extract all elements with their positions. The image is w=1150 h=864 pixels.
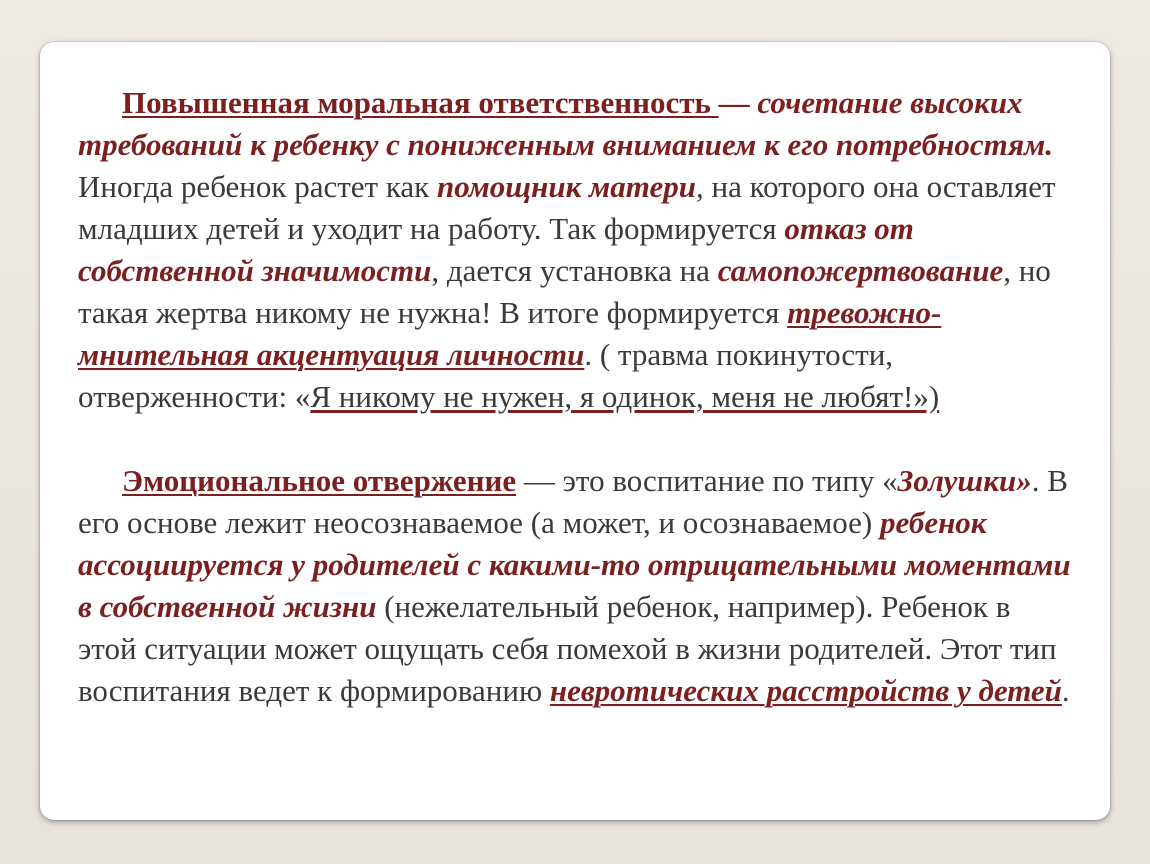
highlight-mother-helper: помощник матери: [437, 169, 696, 204]
definition-moral-responsibility: сочетание высоких требований к ребенку с пониженным вниманием к его потребностям.: [78, 85, 1054, 162]
text-segment: , дается установка на: [431, 253, 718, 288]
text-segment: Иногда ребенок растет как: [78, 169, 437, 204]
term-emotional-rejection: Эмоциональное отвержение: [122, 463, 517, 498]
paragraph-moral-responsibility: [78, 82, 1076, 418]
highlight-self-sacrifice: самопожертвование: [717, 253, 1004, 288]
quote-abandonment: Я никому не нужен, я одинок, меня не любят!»): [310, 379, 940, 414]
slide-card: [40, 42, 1110, 820]
highlight-neurotic-disorders: невротических расстройств у детей: [549, 673, 1062, 708]
highlight-self-refusal: отказ от собственной значимости: [78, 211, 914, 288]
dash: —: [718, 85, 758, 120]
text-segment: . В его основе лежит неосознаваемое (а может, и осознаваемое): [78, 463, 1068, 540]
paragraph-emotional-rejection: [78, 460, 1076, 712]
text-segment: — это воспитание по типу «: [516, 463, 898, 498]
highlight-accentuation: тревожно-мнительная акцентуация личности: [78, 295, 942, 372]
text-segment: .: [1061, 673, 1070, 708]
highlight-association: ребенок ассоциируется у родителей с какими-то отрицательными моментами в собственной жизни: [78, 505, 1071, 624]
text-segment: . ( травма покинутости, отверженности: «: [78, 337, 894, 414]
highlight-cinderella: Золушки»: [897, 463, 1032, 498]
term-moral-responsibility: Повышенная моральная ответственность: [122, 85, 719, 120]
text-segment: , но такая жертва никому не нужна! В итоге формируется: [78, 253, 1051, 330]
text-segment: , на которого она оставляет младших детей и уходит на работу. Так формируется: [78, 169, 1056, 246]
text-segment: (нежелательный ребенок, например). Ребенок в этой ситуации может ощущать себя помехой в жизни родителей. Этот тип воспитания ведет к формированию: [78, 589, 1057, 708]
